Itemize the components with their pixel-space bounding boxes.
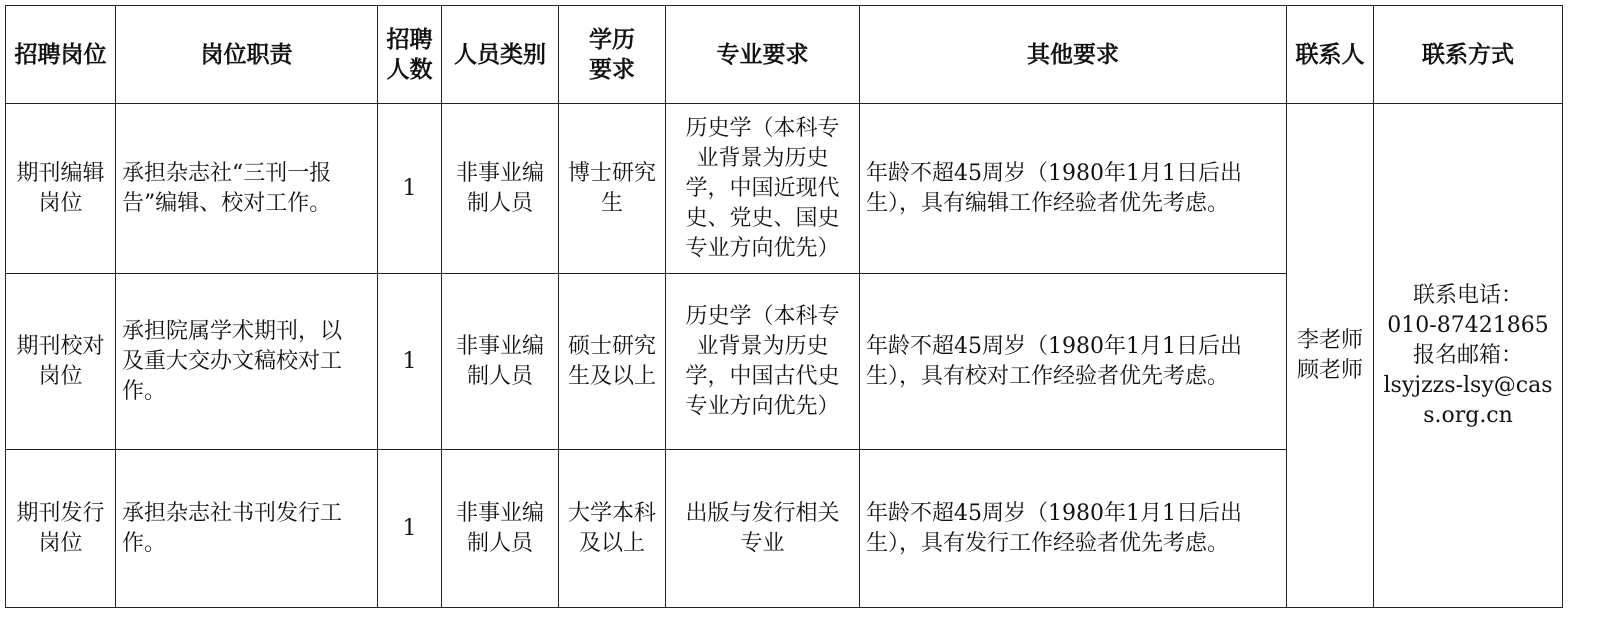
phone-label: 联系电话：	[1412, 282, 1523, 308]
header-major: 专业要求	[666, 6, 860, 104]
cell-position: 期刊发行岗位	[6, 450, 116, 608]
cell-other: 年龄不超45周岁（1980年1月1日后出生），具有校对工作经验者优先考虑。	[860, 274, 1287, 450]
cell-education: 硕士研究生及以上	[559, 274, 666, 450]
cell-education: 博士研究生	[559, 104, 666, 274]
cell-category: 非事业编制人员	[442, 104, 559, 274]
cell-category: 非事业编制人员	[442, 450, 559, 608]
contact-persons-text: 李老师顾老师	[1296, 327, 1363, 383]
header-education: 学历要求	[559, 6, 666, 104]
phone-number: 010-87421865	[1387, 312, 1549, 338]
cell-contact-person	[1287, 104, 1374, 608]
table-row	[6, 104, 1563, 274]
cell-position: 期刊编辑岗位	[6, 104, 116, 274]
table-container	[5, 5, 1563, 608]
header-other: 其他要求	[860, 6, 1287, 104]
cell-position: 期刊校对岗位	[6, 274, 116, 450]
cell-duties: 承担院属学术期刊，以及重大交办文稿校对工作。	[116, 274, 378, 450]
header-count: 招聘人数	[378, 6, 442, 104]
header-position: 招聘岗位	[6, 6, 116, 104]
header-duties: 岗位职责	[116, 6, 378, 104]
cell-count: 1	[378, 104, 442, 274]
cell-count: 1	[378, 450, 442, 608]
cell-duties: 承担杂志社“三刊一报告”编辑、校对工作。	[116, 104, 378, 274]
cell-major: 历史学（本科专业背景为历史学，中国近现代史、党史、国史专业方向优先）	[666, 104, 860, 274]
email-address: lsyjzzs-lsy@cass.org.cn	[1383, 372, 1553, 428]
cell-category: 非事业编制人员	[442, 274, 559, 450]
recruitment-table	[5, 5, 1563, 608]
cell-duties: 承担杂志社书刊发行工作。	[116, 450, 378, 608]
cell-contact-method	[1374, 104, 1563, 608]
cell-major: 出版与发行相关专业	[666, 450, 860, 608]
cell-count: 1	[378, 274, 442, 450]
header-contact-method: 联系方式	[1374, 6, 1563, 104]
header-category: 人员类别	[442, 6, 559, 104]
cell-other: 年龄不超45周岁（1980年1月1日后出生），具有发行工作经验者优先考虑。	[860, 450, 1287, 608]
cell-other: 年龄不超45周岁（1980年1月1日后出生），具有编辑工作经验者优先考虑。	[860, 104, 1287, 274]
cell-education: 大学本科及以上	[559, 450, 666, 608]
email-label: 报名邮箱：	[1412, 342, 1523, 368]
cell-major: 历史学（本科专业背景为历史学，中国古代史专业方向优先）	[666, 274, 860, 450]
header-row	[6, 6, 1563, 104]
header-contact-person: 联系人	[1287, 6, 1374, 104]
